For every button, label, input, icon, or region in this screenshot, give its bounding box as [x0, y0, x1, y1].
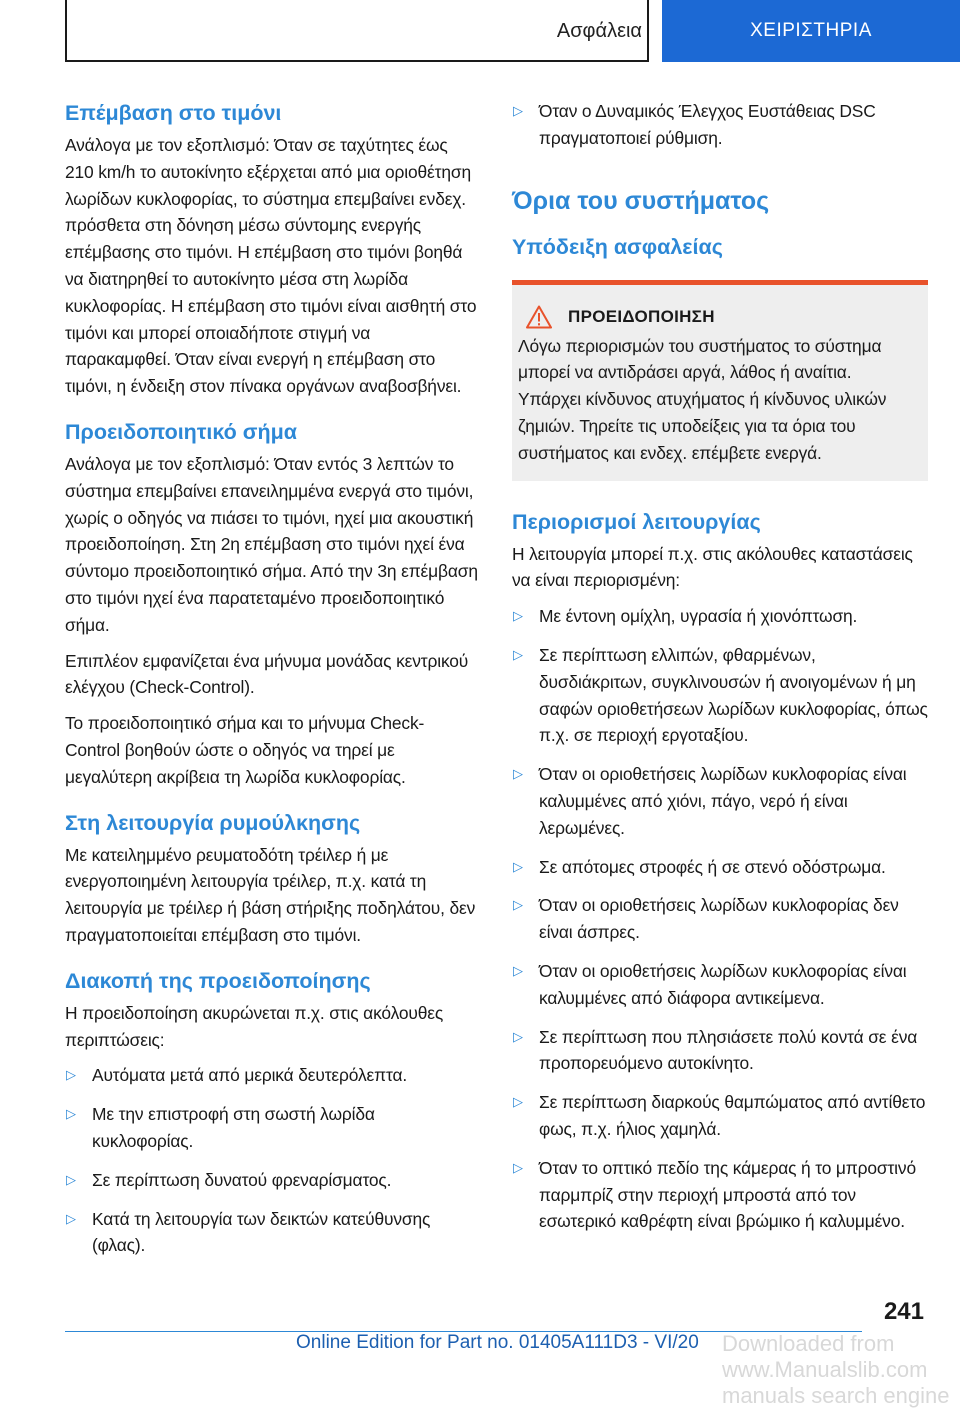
list-item: ▷ Κατά τη λειτουργία των δεικτών κατεύθυνσης (φλας).	[65, 1206, 479, 1260]
limits-list	[512, 603, 928, 1235]
interruption-list	[65, 1062, 479, 1259]
triangle-bullet-icon: ▷	[66, 1067, 76, 1083]
paragraph: Ανάλογα με τον εξοπλισμό: Όταν εντός 3 λεπτών το σύστημα επεμβαίνει επανειλημμένα ενεργά στο τιμόνι, χωρίς ο οδηγός να πιάσει το τιμόνι, ηχεί μια ακουστική προειδοποίηση. Στη 2η επέμβαση στο τιμόνι ηχεί ένα σύντομο προειδοποιητικό σήμα. Από την 3η επέμβαση στο τιμόνι ηχεί ένα παρατεταμένο προειδοποιητικό σήμα.	[65, 453, 478, 635]
triangle-bullet-icon: ▷	[66, 1171, 76, 1187]
list-item: ▷ Σε περίπτωση διαρκούς θαμπώματος από αντίθετο φως, π.χ. ήλιος χαμηλά.	[512, 1089, 928, 1143]
triangle-bullet-icon: ▷	[513, 1028, 523, 1044]
warning-triangle-icon	[526, 305, 552, 329]
paragraph: Το προειδοποιητικό σήμα και το μήνυμα Check-Control βοηθούν ώστε ο οδηγός να τηρεί με μεγαλύτερη ακρίβεια τη λωρίδα κυκλοφορίας.	[65, 713, 425, 787]
left-column	[65, 98, 479, 1271]
list-item: ▷ Όταν ο Δυναμικός Έλεγχος Ευστάθειας DSC πραγματοποιεί ρύθμιση.	[512, 98, 928, 152]
list-item: ▷ Όταν το οπτικό πεδίο της κάμερας ή το μπροστινό παρμπρίζ στην περιοχή μπροστά από τον εσωτερικό καθρέφτη είναι βρώμικο ή καλυμμένο.	[512, 1155, 928, 1235]
paragraph: Επιπλέον εμφανίζεται ένα μήνυμα μονάδας κεντρικού ελέγχου (Check-Control).	[65, 650, 469, 698]
list-item: ▷ Σε περίπτωση ελλιπών, φθαρμένων, δυσδιάκριτων, συγκλινουσών ή ανοιγομένων ή μη σαφών οριοθετήσεων λωρίδων κυκλοφορίας, όπως π.χ. σε περιοχή εργοταξίου.	[512, 642, 928, 749]
header-chapter-tab[interactable]: ΧΕΙΡΙΣΤΗΡΙΑ	[662, 0, 960, 62]
triangle-bullet-icon: ▷	[513, 897, 523, 913]
triangle-bullet-icon: ▷	[66, 1106, 76, 1122]
triangle-bullet-icon: ▷	[66, 1210, 76, 1226]
section-title-safety-note: Υπόδειξη ασφαλείας	[512, 234, 723, 259]
triangle-bullet-icon: ▷	[513, 646, 523, 662]
right-column	[512, 98, 928, 1247]
list-item: ▷ Όταν οι οριοθετήσεις λωρίδων κυκλοφορίας δεν είναι άσπρες.	[512, 892, 928, 946]
header-section-title: Ασφάλεια	[556, 20, 642, 42]
paragraph: Η λειτουργία μπορεί π.χ. στις ακόλουθες καταστάσεις να είναι περιορισμένη:	[512, 543, 913, 591]
triangle-bullet-icon: ▷	[513, 1094, 523, 1110]
triangle-bullet-icon: ▷	[513, 1159, 523, 1175]
paragraph: Με κατειλημμένο ρευματοδότη τρέιλερ ή με ενεργοποιημένη λειτουργία τρέιλερ, π.χ. κατά τη λειτουργία με τρέιλερ ή βάση στήριξης ποδηλάτου, δεν πραγματοποιείται επέμβαση στο τιμόνι.	[65, 844, 476, 945]
triangle-bullet-icon: ▷	[513, 608, 523, 624]
triangle-bullet-icon: ▷	[513, 766, 523, 782]
list-item: ▷ Με την επιστροφή στη σωστή λωρίδα κυκλοφορίας.	[65, 1101, 479, 1155]
list-item: ▷ Σε απότομες στροφές ή σε στενό οδόστρωμα.	[512, 854, 928, 881]
section-title-towing-mode: Στη λειτουργία ρυμούλκησης	[65, 810, 361, 835]
list-item: ▷ Σε περίπτωση δυνατού φρεναρίσματος.	[65, 1167, 479, 1194]
paragraph: Η προειδοποίηση ακυρώνεται π.χ. στις ακόλουθες περιπτώσεις:	[65, 1002, 444, 1050]
list-item: ▷ Όταν οι οριοθετήσεις λωρίδων κυκλοφορίας είναι καλυμμένες από χιόνι, πάγο, νερό ή είναι λερωμένες.	[512, 761, 928, 841]
triangle-bullet-icon: ▷	[513, 858, 523, 874]
paragraph: Ανάλογα με τον εξοπλισμό: Όταν σε ταχύτητες έως 210 km/h το αυτοκίνητο εξέρχεται από μια οριοθέτηση λωρίδων κυκλοφορίας, το σύστημα επεμβαίνει ενδεχ. πρόσθετα στη δόνηση μέσω σύντομης ενεργής επέμβασης στο τιμόνι. Η επέμβαση στο τιμόνι βοηθά να διατηρηθεί το αυτοκίνητο μέσα στη λωρίδα κυκλοφορίας. Η επέμβαση στο τιμόνι είναι αισθητή στο τιμόνι και μπορεί οποιαδήποτε στιγμή να παρακαμφθεί. Όταν είναι ενεργή η επέμβαση στο τιμόνι, η ένδειξη στον πίνακα οργάνων αναβοσβήνει.	[65, 135, 477, 397]
list-item: ▷ Αυτόματα μετά από μερικά δευτερόλεπτα.	[65, 1062, 479, 1089]
page-number: 241	[883, 1298, 924, 1325]
warning-label: ΠΡΟΕΙΔΟΠΟΙΗΣΗ	[568, 306, 715, 326]
warning-box	[512, 280, 928, 481]
footer-watermark[interactable]: Downloaded from www.Manualslib.com manuals search engine	[722, 1331, 950, 1408]
section-title-steering-intervention: Επέμβαση στο τιμόνι	[65, 101, 282, 125]
section-title-function-limits: Περιορισμοί λειτουργίας	[512, 509, 761, 534]
triangle-bullet-icon: ▷	[513, 962, 523, 978]
continued-list	[512, 98, 928, 152]
list-item: ▷ Σε περίπτωση που πλησιάσετε πολύ κοντά σε ένα προπορευόμενο αυτοκίνητο.	[512, 1024, 928, 1078]
section-title-warning-signal: Προειδοποιητικό σήμα	[65, 419, 297, 444]
warning-header	[518, 305, 918, 329]
triangle-bullet-icon: ▷	[513, 103, 523, 118]
list-item: ▷ Με έντονη ομίχλη, υγρασία ή χιονόπτωση.	[512, 603, 928, 630]
section-title-warning-interruption: Διακοπή της προειδοποίησης	[65, 968, 371, 993]
footer-edition: Online Edition for Part no. 01405A111D3 - VI/20	[296, 1332, 699, 1353]
chapter-title-system-limits: Όρια του συστήματος	[512, 186, 770, 215]
warning-text: Λόγω περιορισμών του συστήματος το σύστημα μπορεί να αντιδράσει αργά, λάθος ή αναίτια. Υπάρχει κίνδυνος ατυχήματος ή κίνδυνος υλικών ζημιών. Τηρείτε τις υποδείξεις για τα όρια του συστήματος και ενδεχ. επέμβετε ενεργά.	[518, 335, 887, 463]
list-item: ▷ Όταν οι οριοθετήσεις λωρίδων κυκλοφορίας είναι καλυμμένες από διάφορα αντικείμενα.	[512, 958, 928, 1012]
